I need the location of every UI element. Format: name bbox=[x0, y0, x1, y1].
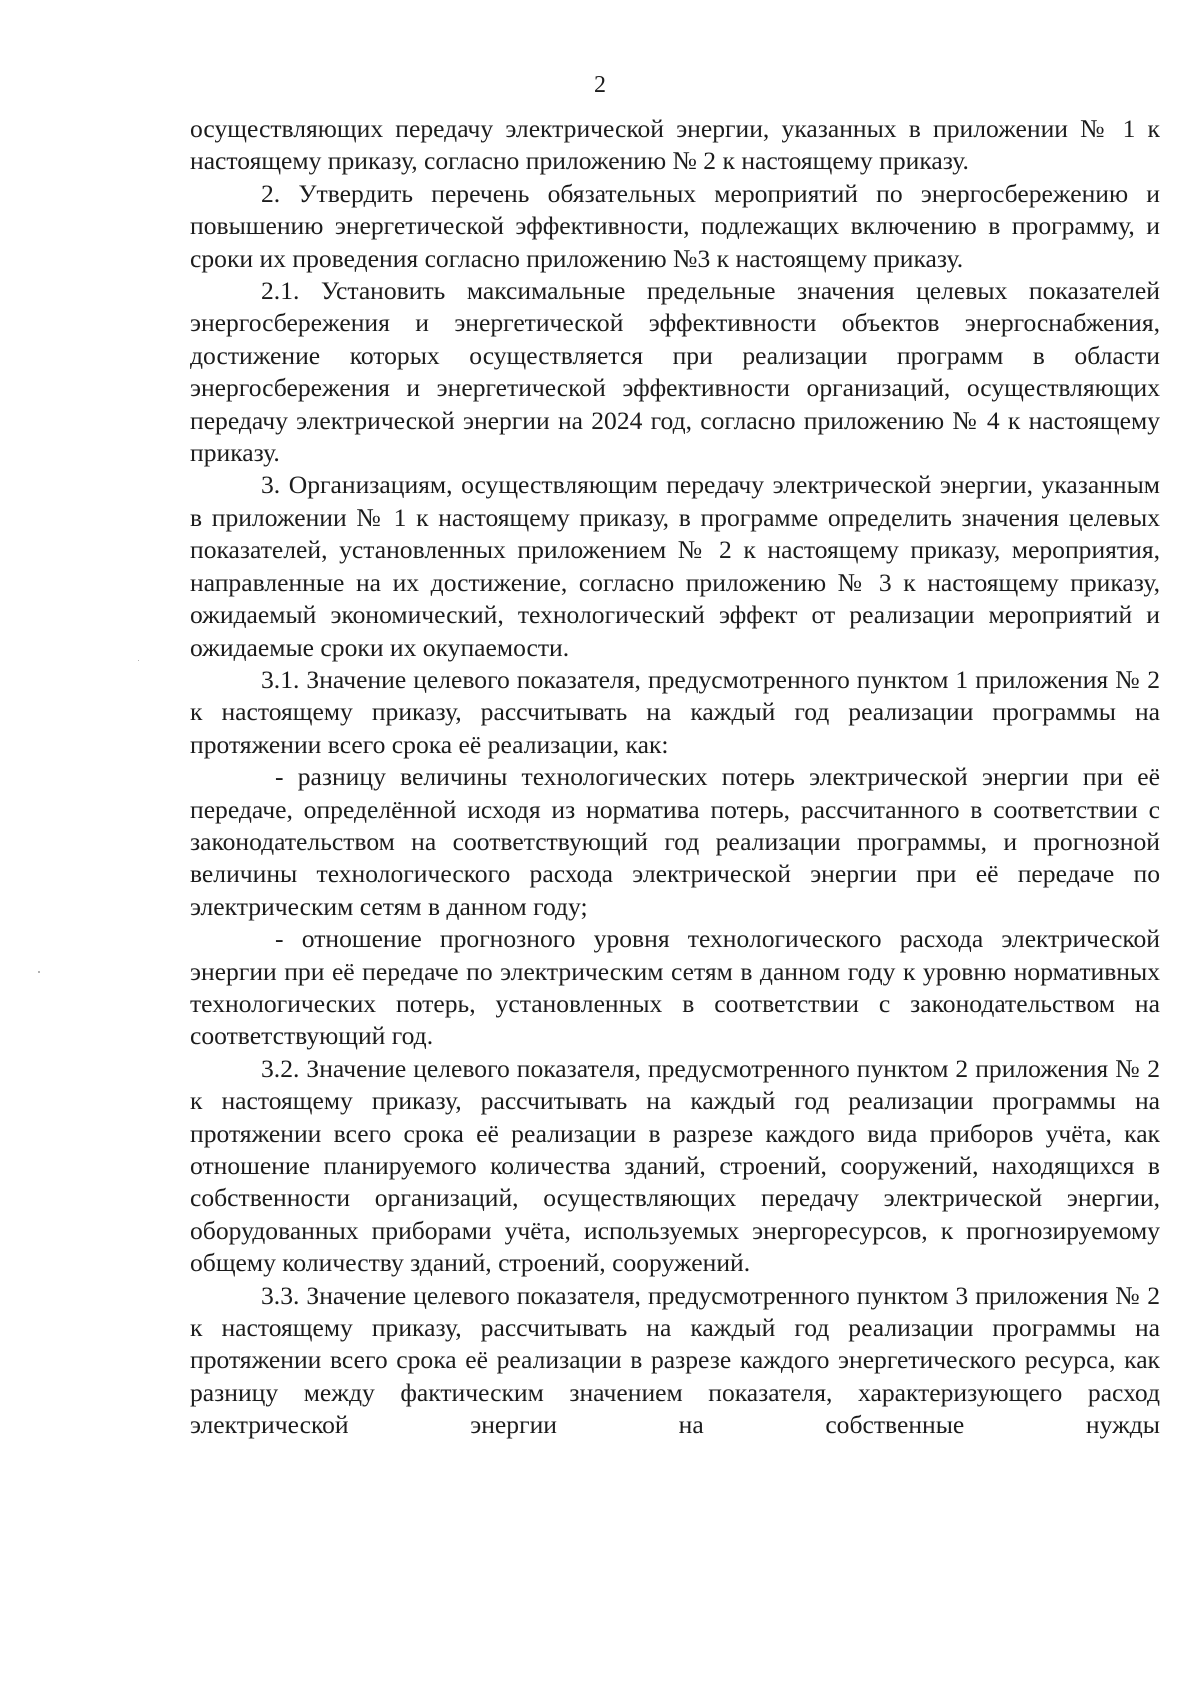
paragraph-item-3-2: 3.2. Значение целевого показателя, предусмотренного пунктом 2 приложения № 2 к настоящему приказу, рассчитывать на каждый год реализации программы на протяжении всего срока её реализации в разрезе каждого вида приборов учёта, как отношение планируемого количества зданий, строений, сооружений, находящихся в собственности организаций, осуществляющих передачу электрической энергии, оборудованных приборами учёта, используемых энергоресурсов, к прогнозируемому общему количеству зданий, строений, сооружений. bbox=[190, 1053, 1160, 1278]
paragraph-item-3: 3. Организациям, осуществляющим передачу электрической энергии, указанным в приложении № 1 к настоящему приказу, в программе определить значения целевых показателей, установленных приложением № 2 к настоящему приказу, мероприятия, направленные на их достижение, согласно приложению № 3 к настоящему приказу, ожидаемый экономический, технологический эффект от реализации мероприятий и ожидаемые сроки их окупаемости. bbox=[190, 470, 1160, 662]
page-number: 2 bbox=[594, 72, 606, 98]
list-item-loss-ratio: - отношение прогнозного уровня технологического расхода электрической энергии при её передаче по электрическим сетям в данном году к уровню нормативных технологических потерь, установленных в соответствии с законодательством на соответствующий год. bbox=[190, 924, 1160, 1051]
scan-speck bbox=[138, 660, 139, 661]
document-body bbox=[190, 113, 1160, 1442]
paragraph-continuation: осуществляющих передачу электрической энергии, указанных в приложении № 1 к настоящему приказу, согласно приложению № 2 к настоящему приказу. bbox=[190, 114, 1160, 176]
paragraph-item-2: 2. Утвердить перечень обязательных мероприятий по энергосбережению и повышению энергетической эффективности, подлежащих включению в программу, и сроки их проведения согласно приложению №3 к настоящему приказу. bbox=[190, 178, 1160, 273]
list-item-loss-difference: - разницу величины технологических потерь электрической энергии при её передаче, определённой исходя из норматива потерь, рассчитанного в соответствии с законодательством на соответствующий год реализации программы, и прогнозной величины технологического расхода электрической энергии при её передаче по электрическим сетям в данном году; bbox=[190, 762, 1160, 921]
paragraph-item-3-1: 3.1. Значение целевого показателя, предусмотренного пунктом 1 приложения № 2 к настоящему приказу, рассчитывать на каждый год реализации программы на протяжении всего срока её реализации, как: bbox=[190, 664, 1160, 759]
paragraph-item-2-1: 2.1. Установить максимальные предельные значения целевых показателей энергосбережения и энергетической эффективности объектов энергоснабжения, достижение которых осуществляется при реализации программ в области энергосбережения и энергетической эффективности организаций, осуществляющих передачу электрической энергии на 2024 год, согласно приложению № 4 к настоящему приказу. bbox=[190, 276, 1160, 468]
paragraph-item-3-3: 3.3. Значение целевого показателя, предусмотренного пунктом 3 приложения № 2 к настоящему приказу, рассчитывать на каждый год реализации программы на протяжении всего срока её реализации в разрезе каждого энергетического ресурса, как разницу между фактическим значением показателя, характеризующего расход электрической энергии на собственные нужды bbox=[190, 1280, 1160, 1440]
scan-speck bbox=[38, 971, 40, 973]
